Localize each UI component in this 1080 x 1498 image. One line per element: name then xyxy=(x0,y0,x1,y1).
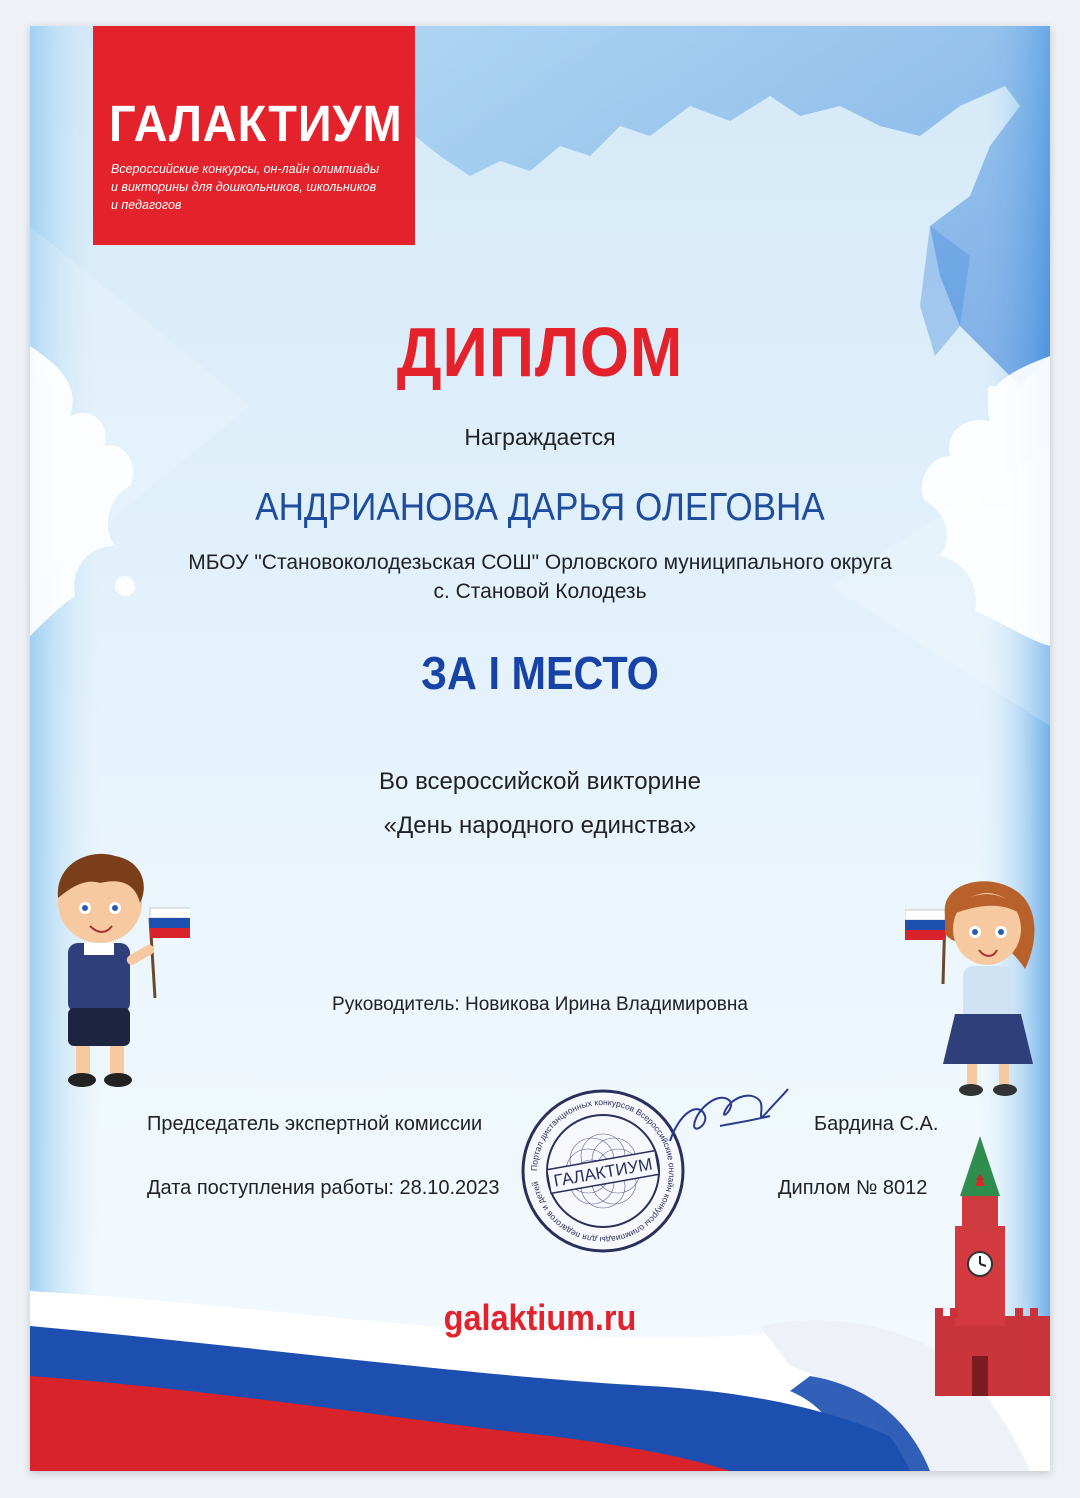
event-line: «День народного единства» xyxy=(383,812,697,839)
place-award: ЗА I МЕСТО xyxy=(421,647,659,699)
event-line: Во всероссийской викторине xyxy=(379,768,701,795)
boy-with-flag-illustration xyxy=(40,848,190,1098)
logo-subtitle xyxy=(111,160,411,214)
stamp-center-text: ГАЛАКТИУМ xyxy=(552,1154,654,1191)
school-info xyxy=(30,548,1050,606)
chairman-name: Бардина С.А. xyxy=(814,1113,939,1135)
recipient-name: АНДРИАНОВА ДАРЬЯ ОЛЕГОВНА xyxy=(255,486,825,529)
diploma-page xyxy=(30,26,1050,1471)
event-info xyxy=(30,760,1050,848)
girl-with-flag-illustration xyxy=(905,874,1045,1104)
supervisor: Руководитель: Новикова Ирина Владимировна xyxy=(332,994,748,1015)
signature xyxy=(660,1081,790,1161)
awarded-label: Награждается xyxy=(464,424,616,450)
logo-title: ГАЛАКТИУМ xyxy=(109,95,403,152)
website-link[interactable]: galaktium.ru xyxy=(443,1297,637,1338)
galaktium-logo-box xyxy=(93,26,415,245)
school-line: МБОУ "Становоколодезьская СОШ" Орловского муниципального округа xyxy=(188,551,892,574)
submission-date: Дата поступления работы: 28.10.2023 xyxy=(147,1177,500,1199)
diploma-number: Диплом № 8012 xyxy=(778,1177,928,1199)
diploma-title: ДИПЛОМ xyxy=(396,313,684,391)
stamp-ring-text: Портал дистанционных конкурсов Всероссийские онлайн конкурсы олимпиады для педагогов и детей xyxy=(528,1096,678,1246)
logo-subtitle-line: и викторины для дошкольников, школьников xyxy=(111,180,377,194)
logo-subtitle-line: Всероссийские конкурсы, он-лайн олимпиады xyxy=(111,162,380,176)
logo-subtitle-line: и педагогов xyxy=(111,198,182,212)
chairman-label: Председатель экспертной комиссии xyxy=(147,1113,483,1135)
school-line: с. Становой Колодезь xyxy=(433,580,647,603)
